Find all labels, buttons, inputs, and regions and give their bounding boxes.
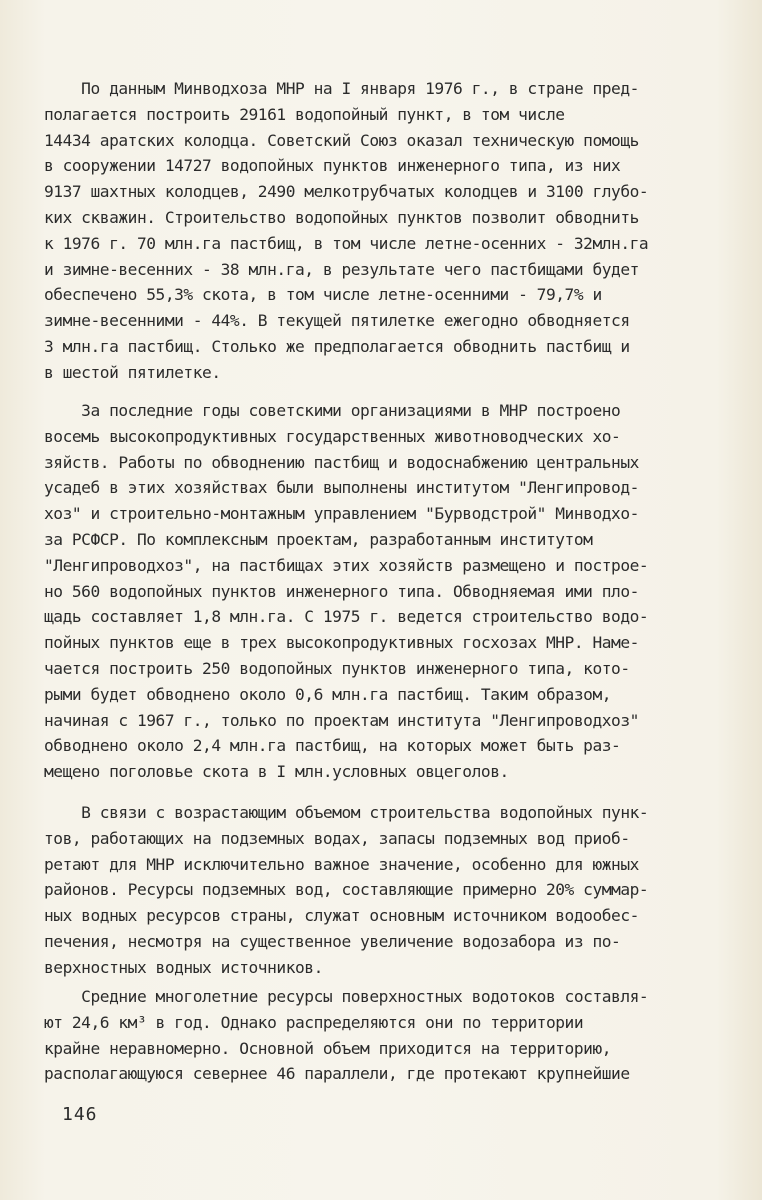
text-line: ретают для МНР исключительно важное значение, особенно для южных — [44, 854, 639, 874]
text-line: тов, работающих на подземных водах, запасы подземных вод приоб- — [44, 828, 630, 848]
text-line: щадь составляет 1,8 млн.га. С 1975 г. ведется строительство водо- — [44, 607, 649, 627]
text-line: чается построить 250 водопойных пунктов инженерного типа, кото- — [44, 658, 630, 678]
text-line: 9137 шахтных колодцев, 2490 мелкотрубчатых колодцев и 3100 глубо- — [44, 182, 649, 202]
text-line: к 1976 г. 70 млн.га пастбищ, в том числе летне-осенних - 32млн.га — [44, 233, 649, 253]
text-line: хоз" и строительно-монтажным управлением "Бурводстрой" Минводхо- — [44, 504, 639, 524]
paragraph-4 — [44, 984, 734, 1087]
text-line: начиная с 1967 г., только по проектам института "Ленгипроводхоз" — [44, 710, 639, 730]
text-line: зимне-весенними - 44%. В текущей пятилетке ежегодно обводняется — [44, 311, 630, 331]
text-line: в сооружении 14727 водопойных пунктов инженерного типа, из них — [44, 156, 621, 176]
text-line: печения, несмотря на существенное увеличение водозабора из по- — [44, 931, 621, 951]
paragraph-3 — [44, 800, 734, 981]
text-line: районов. Ресурсы подземных вод, составляющие примерно 20% суммар- — [44, 880, 649, 900]
text-line: усадеб в этих хозяйствах были выполнены институтом "Ленгипровод- — [44, 478, 639, 498]
text-line: восемь высокопродуктивных государственных животноводческих хо- — [44, 426, 621, 446]
text-line: обводнено около 2,4 млн.га пастбищ, на которых может быть раз- — [44, 736, 621, 756]
text-line: крайне неравномерно. Основной объем приходится на территорию, — [44, 1038, 612, 1058]
text-line: но 560 водопойных пунктов инженерного типа. Обводняемая ими пло- — [44, 581, 639, 601]
text-line: 14434 аратских колодца. Советский Союз оказал техническую помощь — [44, 130, 639, 150]
text-line: обеспечено 55,3% скота, в том числе летне-осенними - 79,7% и — [44, 285, 602, 305]
text-line: верхностных водных источников. — [44, 957, 323, 977]
text-line: располагающуюся севернее 46 параллели, где протекают крупнейшие — [44, 1064, 630, 1084]
text-line: По данным Минводхоза МНР на I января 1976 г., в стране пред- — [44, 79, 639, 98]
paragraph-2 — [44, 398, 734, 785]
text-line: мещено поголовье скота в I млн.условных овцеголов. — [44, 762, 509, 782]
text-line: За последние годы советскими организациями в МНР построено — [44, 401, 621, 420]
text-line: ких скважин. Строительство водопойных пунктов позволит обводнить — [44, 207, 639, 227]
text-line: рыми будет обводнено около 0,6 млн.га пастбищ. Таким образом, — [44, 684, 612, 704]
text-line: зяйств. Работы по обводнению пастбищ и водоснабжению центральных — [44, 452, 639, 472]
text-line: "Ленгипроводхоз", на пастбищах этих хозяйств размещено и построе- — [44, 555, 649, 575]
text-line: 3 млн.га пастбищ. Столько же предполагается обводнить пастбищ и — [44, 336, 630, 356]
text-line: В связи с возрастающим объемом строительства водопойных пунк- — [44, 803, 649, 822]
text-line: Средние многолетние ресурсы поверхностных водотоков составля- — [44, 987, 649, 1006]
text-line: пойных пунктов еще в трех высокопродуктивных госхозах МНР. Наме- — [44, 633, 639, 653]
paragraph-1 — [44, 76, 734, 386]
text-line: за РСФСР. По комплексным проектам, разработанным институтом — [44, 529, 593, 549]
text-line: ют 24,6 км³ в год. Однако распределяются они по территории — [44, 1012, 584, 1032]
text-line: полагается построить 29161 водопойный пункт, в том числе — [44, 104, 565, 124]
page-number: 146 — [62, 1104, 98, 1125]
text-line: ных водных ресурсов страны, служат основным источником водообес- — [44, 906, 639, 926]
text-line: и зимне-весенних - 38 млн.га, в результате чего пастбищами будет — [44, 259, 639, 279]
text-line: в шестой пятилетке. — [44, 362, 221, 382]
